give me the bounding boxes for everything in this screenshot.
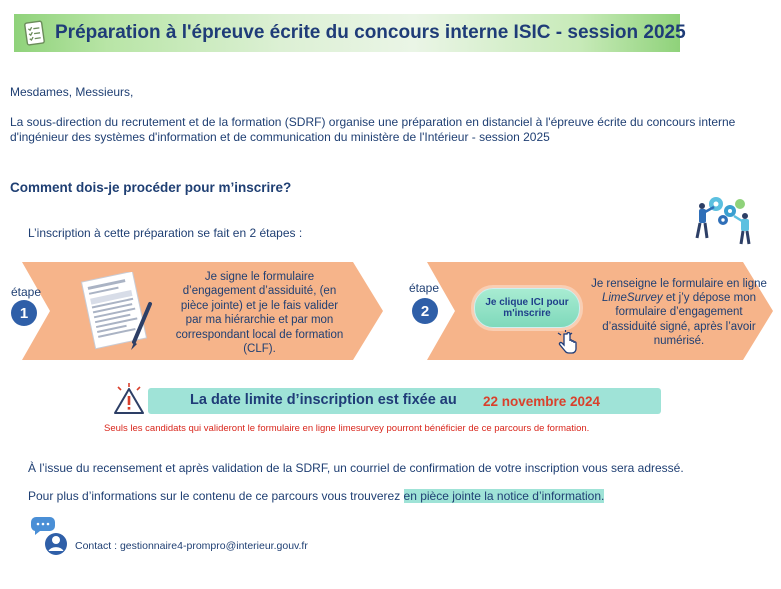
header-banner	[14, 14, 686, 52]
step-1-text: Je signe le formulaire d’engagement d’assiduité, (en pièce jointe) et je le fais valider par ma hiérarchie et par mon correspondant local de formation (CLF).	[175, 271, 344, 356]
confirmation-text: À l’issue du recensement et après validation de la SDRF, un courriel de confirmation de votre inscription vous sera adressé.	[28, 461, 684, 475]
attachment-highlight: en pièce jointe la notice d’information.	[403, 489, 605, 503]
hand-pointer-icon	[556, 330, 580, 356]
document-icon	[24, 20, 46, 46]
team-gears-illustration	[690, 190, 758, 248]
page-title: Préparation à l'épreuve écrite du concours interne ISIC - session 2025	[55, 22, 686, 43]
step-1-label: étape	[11, 285, 42, 299]
step-2-label: étape	[409, 281, 440, 295]
more-info-text: Pour plus d’informations sur le contenu de ce parcours vous trouverez en pièce jointe la notice d’information.	[28, 489, 605, 503]
steps-intro: L’inscription à cette préparation se fait en 2 étapes :	[28, 226, 303, 240]
warning-icon	[113, 383, 145, 415]
intro-paragraph: La sous-direction du recrutement et de la formation (SDRF) organise une préparation en distanciel à l'épreuve écrite du concours interne d'ingénieur des systèmes d'information et de communication du ministère de l'Intérieur - session 2025	[10, 115, 736, 144]
step-1-number: 1	[11, 300, 37, 326]
contact-chat-icon	[29, 516, 71, 556]
deadline-date: 22 novembre 2024	[483, 394, 601, 409]
step-2-number: 2	[412, 298, 438, 324]
contact-email: Contact : gestionnaire4-prompro@interieur.gouv.fr	[75, 540, 308, 552]
greeting: Mesdames, Messieurs,	[10, 85, 134, 99]
deadline-label: La date limite d’inscription est fixée au	[190, 392, 457, 408]
step-2-text: Je renseigne le formulaire en ligne LimeSurvey et j’y dépose mon formulaire d’engagement d’assiduité signé, après l’avoir numérisé.	[591, 278, 767, 347]
limesurvey-name: LimeSurvey	[601, 292, 663, 305]
register-button[interactable]: Je clique ICI pour m'inscrire	[474, 288, 580, 328]
eligibility-warning: Seuls les candidats qui valideront le formulaire en ligne limesurvey pourront bénéficier de ce parcours de formation.	[104, 423, 590, 434]
form-document-icon	[80, 272, 155, 352]
howto-heading: Comment dois-je procéder pour m’inscrire?	[10, 180, 292, 195]
